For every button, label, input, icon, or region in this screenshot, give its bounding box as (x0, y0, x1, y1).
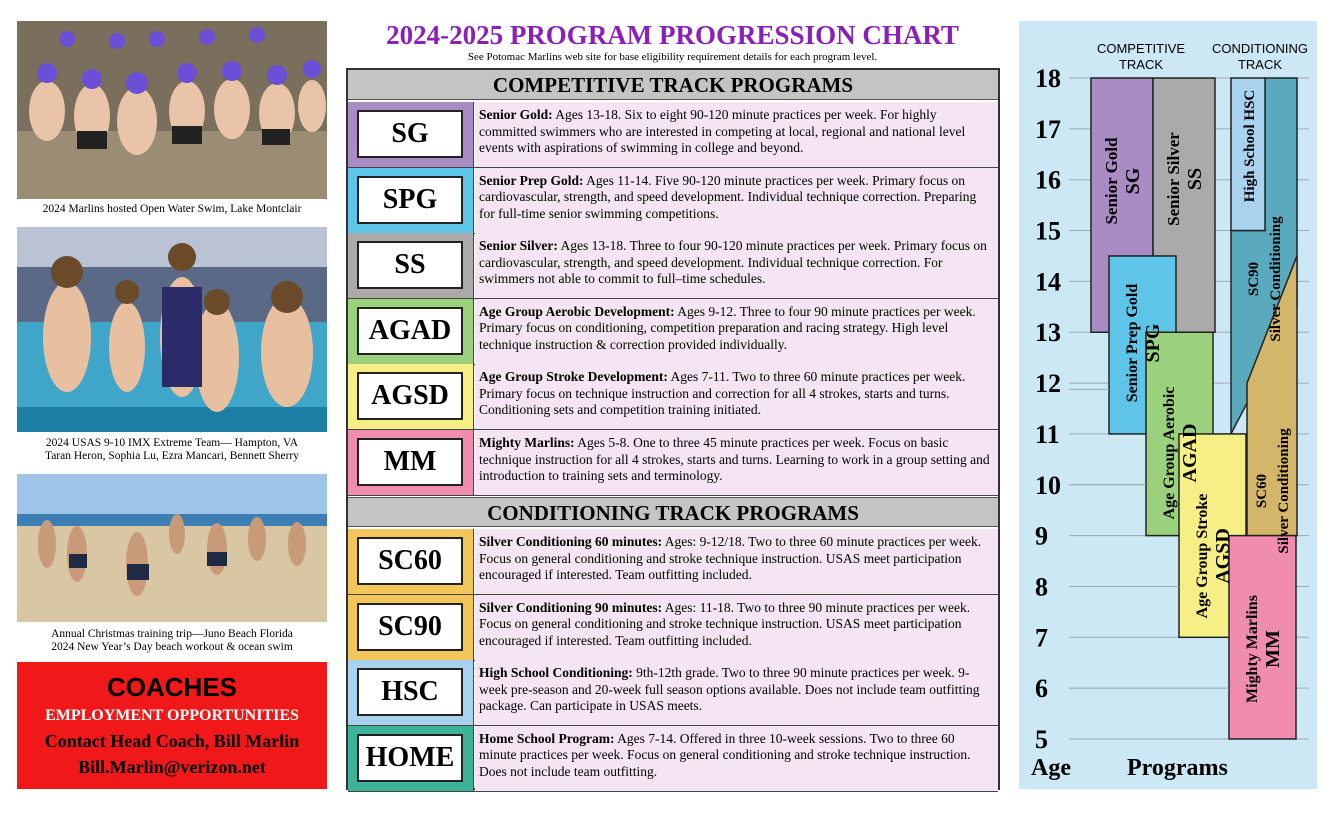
program-code: AGSD (357, 372, 463, 420)
program-description (475, 364, 998, 429)
program-code-cell (348, 660, 474, 725)
y-tick-label: 12 (1035, 369, 1061, 399)
program-code-cell (348, 233, 474, 298)
program-details: Ages 5-8. One to three 45 minute practices per week. Focus on basic technique instruction for all 4 strokes, starts and turns. Learning to work in a group setting and introduction to training sets and terminology. (479, 435, 990, 483)
bar-label: AGSD (1212, 528, 1234, 584)
program-code-cell (348, 430, 474, 495)
program-details: Ages: 11-18. Two to three 90 minute practices per week. Focus on general conditioning and stroke technique instruction. USAS meet participation encouraged if interested. Team outfitting included. (479, 599, 971, 648)
bar-label: SS (1184, 167, 1206, 191)
coaches-title: COACHES (106, 672, 237, 702)
bar-label: Silver Conditioning (1268, 216, 1284, 342)
y-tick-label: 13 (1035, 318, 1061, 348)
program-description (475, 233, 998, 298)
bar-label: SC60 (1254, 473, 1270, 509)
program-details: Ages 7-11. Two to three 60 minute practices per week. Primary focus on technique instruction and correction for all 4 strokes, starts and turns. Conditioning sets and competition training initiated. (479, 369, 966, 418)
bar-label: Age Group Stroke (1194, 493, 1211, 619)
program-name: Home School Program: (479, 730, 615, 746)
program-table (346, 68, 1000, 790)
program-description (475, 595, 998, 660)
program-row-spg (348, 168, 998, 234)
program-code: HOME (357, 734, 463, 782)
program-code: AGAD (357, 307, 463, 355)
photo-imx-team (17, 227, 327, 432)
program-name: Senior Gold: (479, 107, 553, 122)
program-code: SG (357, 110, 463, 158)
x-axis-title: Programs (1127, 755, 1228, 781)
program-description (475, 102, 998, 167)
program-name: Silver Conditioning 90 minutes: (479, 599, 663, 615)
program-row-hsc (348, 660, 998, 726)
program-details: Ages 7-14. Offered in three 10-week sessions. Two to three 60 minute practices per week. Focus on general conditioning and stroke technique instruction. Does not include team outfitting. (479, 730, 971, 779)
program-row-sc90 (348, 595, 998, 661)
program-details: Ages: 9-12/18. Two to three 60 minute practices per week. Focus on general conditioning and stroke technique instruction. USAS meet participation encouraged if interested. Team outfitting included. (479, 534, 982, 582)
bar-label: Senior Silver (1164, 132, 1183, 226)
program-code-cell (348, 595, 474, 660)
y-tick-label: 18 (1035, 64, 1061, 93)
y-tick-label: 10 (1035, 470, 1061, 500)
program-name: Senior Silver: (479, 238, 558, 254)
y-tick-label: 8 (1035, 572, 1048, 602)
bar-label: SG (1122, 167, 1144, 195)
caption-line: 2024 USAS 9-10 IMX Extreme Team— Hampton, VA (45, 437, 299, 449)
photo-caption (17, 203, 327, 216)
track-label: TRACK (1237, 57, 1283, 72)
caption-line: Annual Christmas training trip—Juno Beach Florida (51, 628, 293, 640)
program-code-cell (348, 364, 474, 429)
page-subtitle: See Potomac Marlins web site for base eligibility requirement details for each program level. (467, 51, 878, 63)
y-tick-label: 15 (1035, 216, 1061, 246)
program-description (475, 430, 998, 495)
program-code-cell (348, 168, 474, 233)
y-tick-label: 5 (1035, 725, 1048, 754)
photo-beach-trip (17, 474, 327, 622)
program-code: HSC (357, 668, 463, 716)
bar-label: MM (1262, 630, 1284, 668)
photo-open-water-swim (17, 21, 327, 199)
y-tick-label: 7 (1035, 623, 1048, 653)
program-description (475, 168, 998, 233)
program-code-cell (348, 102, 474, 167)
program-code: SC90 (357, 603, 463, 651)
bar-label: SPG (1142, 323, 1164, 363)
program-details: Ages 11-14. Five 90-120 minute practices per week. Primary focus on cardiovascular, strength, and speed development. Individual technique correction. Preparing for full-time senior swimming competitions. (479, 172, 977, 221)
program-code: SS (357, 241, 463, 289)
y-tick-label: 11 (1035, 419, 1060, 449)
bar-label: SC90 (1246, 261, 1262, 297)
program-details: Ages 13-18. Three to four 90-120 minute practices per week. Primary focus on cardiovascular, strength, and speed development. Individual technique correction. For swimmers not able to commit to full–time schedules. (479, 238, 987, 287)
bar-label: AGAD (1179, 423, 1201, 483)
bar-label: Mighty Marlins (1244, 595, 1261, 703)
program-description (475, 726, 998, 791)
photo-caption (17, 437, 327, 463)
program-details: Ages 13-18. Six to eight 90-120 minute practices per week. For highly committed swimmers who are interested in competing at local, regional and national level events with aspirations of swimming in college and beyond. (479, 107, 966, 155)
program-code-cell (348, 299, 474, 364)
program-name: Age Group Aerobic Development: (479, 303, 675, 319)
y-tick-label: 9 (1035, 521, 1048, 551)
program-details: 9th-12th grade. Two to three 90 minute practices per week. 9-week pre-season and 20-week full season options available. Does not include team outfitting package. Can participate in USAS meets. (479, 665, 980, 714)
program-row-mm (348, 430, 998, 496)
program-row-sg (348, 102, 998, 168)
program-code-cell (348, 726, 474, 791)
caption-line: Taran Heron, Sophia Lu, Ezra Mancari, Bennett Sherry (44, 450, 300, 462)
track-label: CONDITIONING (1211, 41, 1309, 56)
y-tick-label: 6 (1035, 674, 1048, 704)
photo-caption (17, 628, 327, 654)
program-row-ss (348, 233, 998, 299)
program-code: SC60 (357, 537, 463, 585)
page-title: 2024-2025 PROGRAM PROGRESSION CHART (386, 20, 959, 50)
program-description (475, 299, 998, 364)
progression-chart (1019, 21, 1317, 789)
track-label: COMPETITIVE (1096, 41, 1186, 56)
program-name: High School Conditioning: (479, 665, 633, 681)
coaches-subtitle: EMPLOYMENT OPPORTUNITIES (45, 707, 299, 724)
program-description (475, 529, 998, 594)
y-tick-label: 16 (1035, 165, 1061, 195)
track-label: TRACK (1118, 57, 1164, 72)
program-details: Ages 9-12. Three to four 90 minute practices per week. Primary focus on conditioning, competition preparation and racing strategy. High level technique instruction & correction provided individually. (479, 303, 976, 352)
program-name: Mighty Marlins: (479, 435, 575, 450)
y-tick-label: 14 (1035, 267, 1061, 297)
competitive-heading: COMPETITIVE TRACK PROGRAMS (348, 70, 998, 100)
bar-label: Senior Prep Gold (1124, 283, 1141, 403)
bar-label: Silver Conditioning (1276, 428, 1292, 554)
program-row-sc60 (348, 529, 998, 595)
coaches-contact: Contact Head Coach, Bill Marlin (44, 731, 300, 751)
program-description (475, 660, 998, 725)
program-name: Senior Prep Gold: (479, 172, 584, 188)
caption-line: 2024 New Year’s Day beach workout & ocean swim (51, 641, 293, 653)
program-row-home (348, 726, 998, 792)
caption-line: 2024 Marlins hosted Open Water Swim, Lake Montclair (42, 203, 302, 215)
program-name: Age Group Stroke Development: (479, 369, 668, 385)
coaches-employment-box (17, 662, 327, 789)
program-code: MM (357, 438, 463, 486)
program-name: Silver Conditioning 60 minutes: (479, 534, 663, 549)
coaches-email[interactable]: Bill.Marlin@verizon.net (78, 757, 266, 777)
y-axis-title: Age (1031, 755, 1071, 781)
bar-label: High School HSC (1242, 89, 1258, 203)
program-code-cell (348, 529, 474, 594)
y-tick-label: 17 (1035, 114, 1061, 144)
program-row-agad (348, 299, 998, 365)
conditioning-heading: CONDITIONING TRACK PROGRAMS (348, 497, 998, 527)
program-row-agsd (348, 364, 998, 430)
bar-label: Age Group Aerobic (1161, 386, 1178, 520)
program-code: SPG (357, 176, 463, 224)
bar-label: Senior Gold (1102, 137, 1121, 225)
